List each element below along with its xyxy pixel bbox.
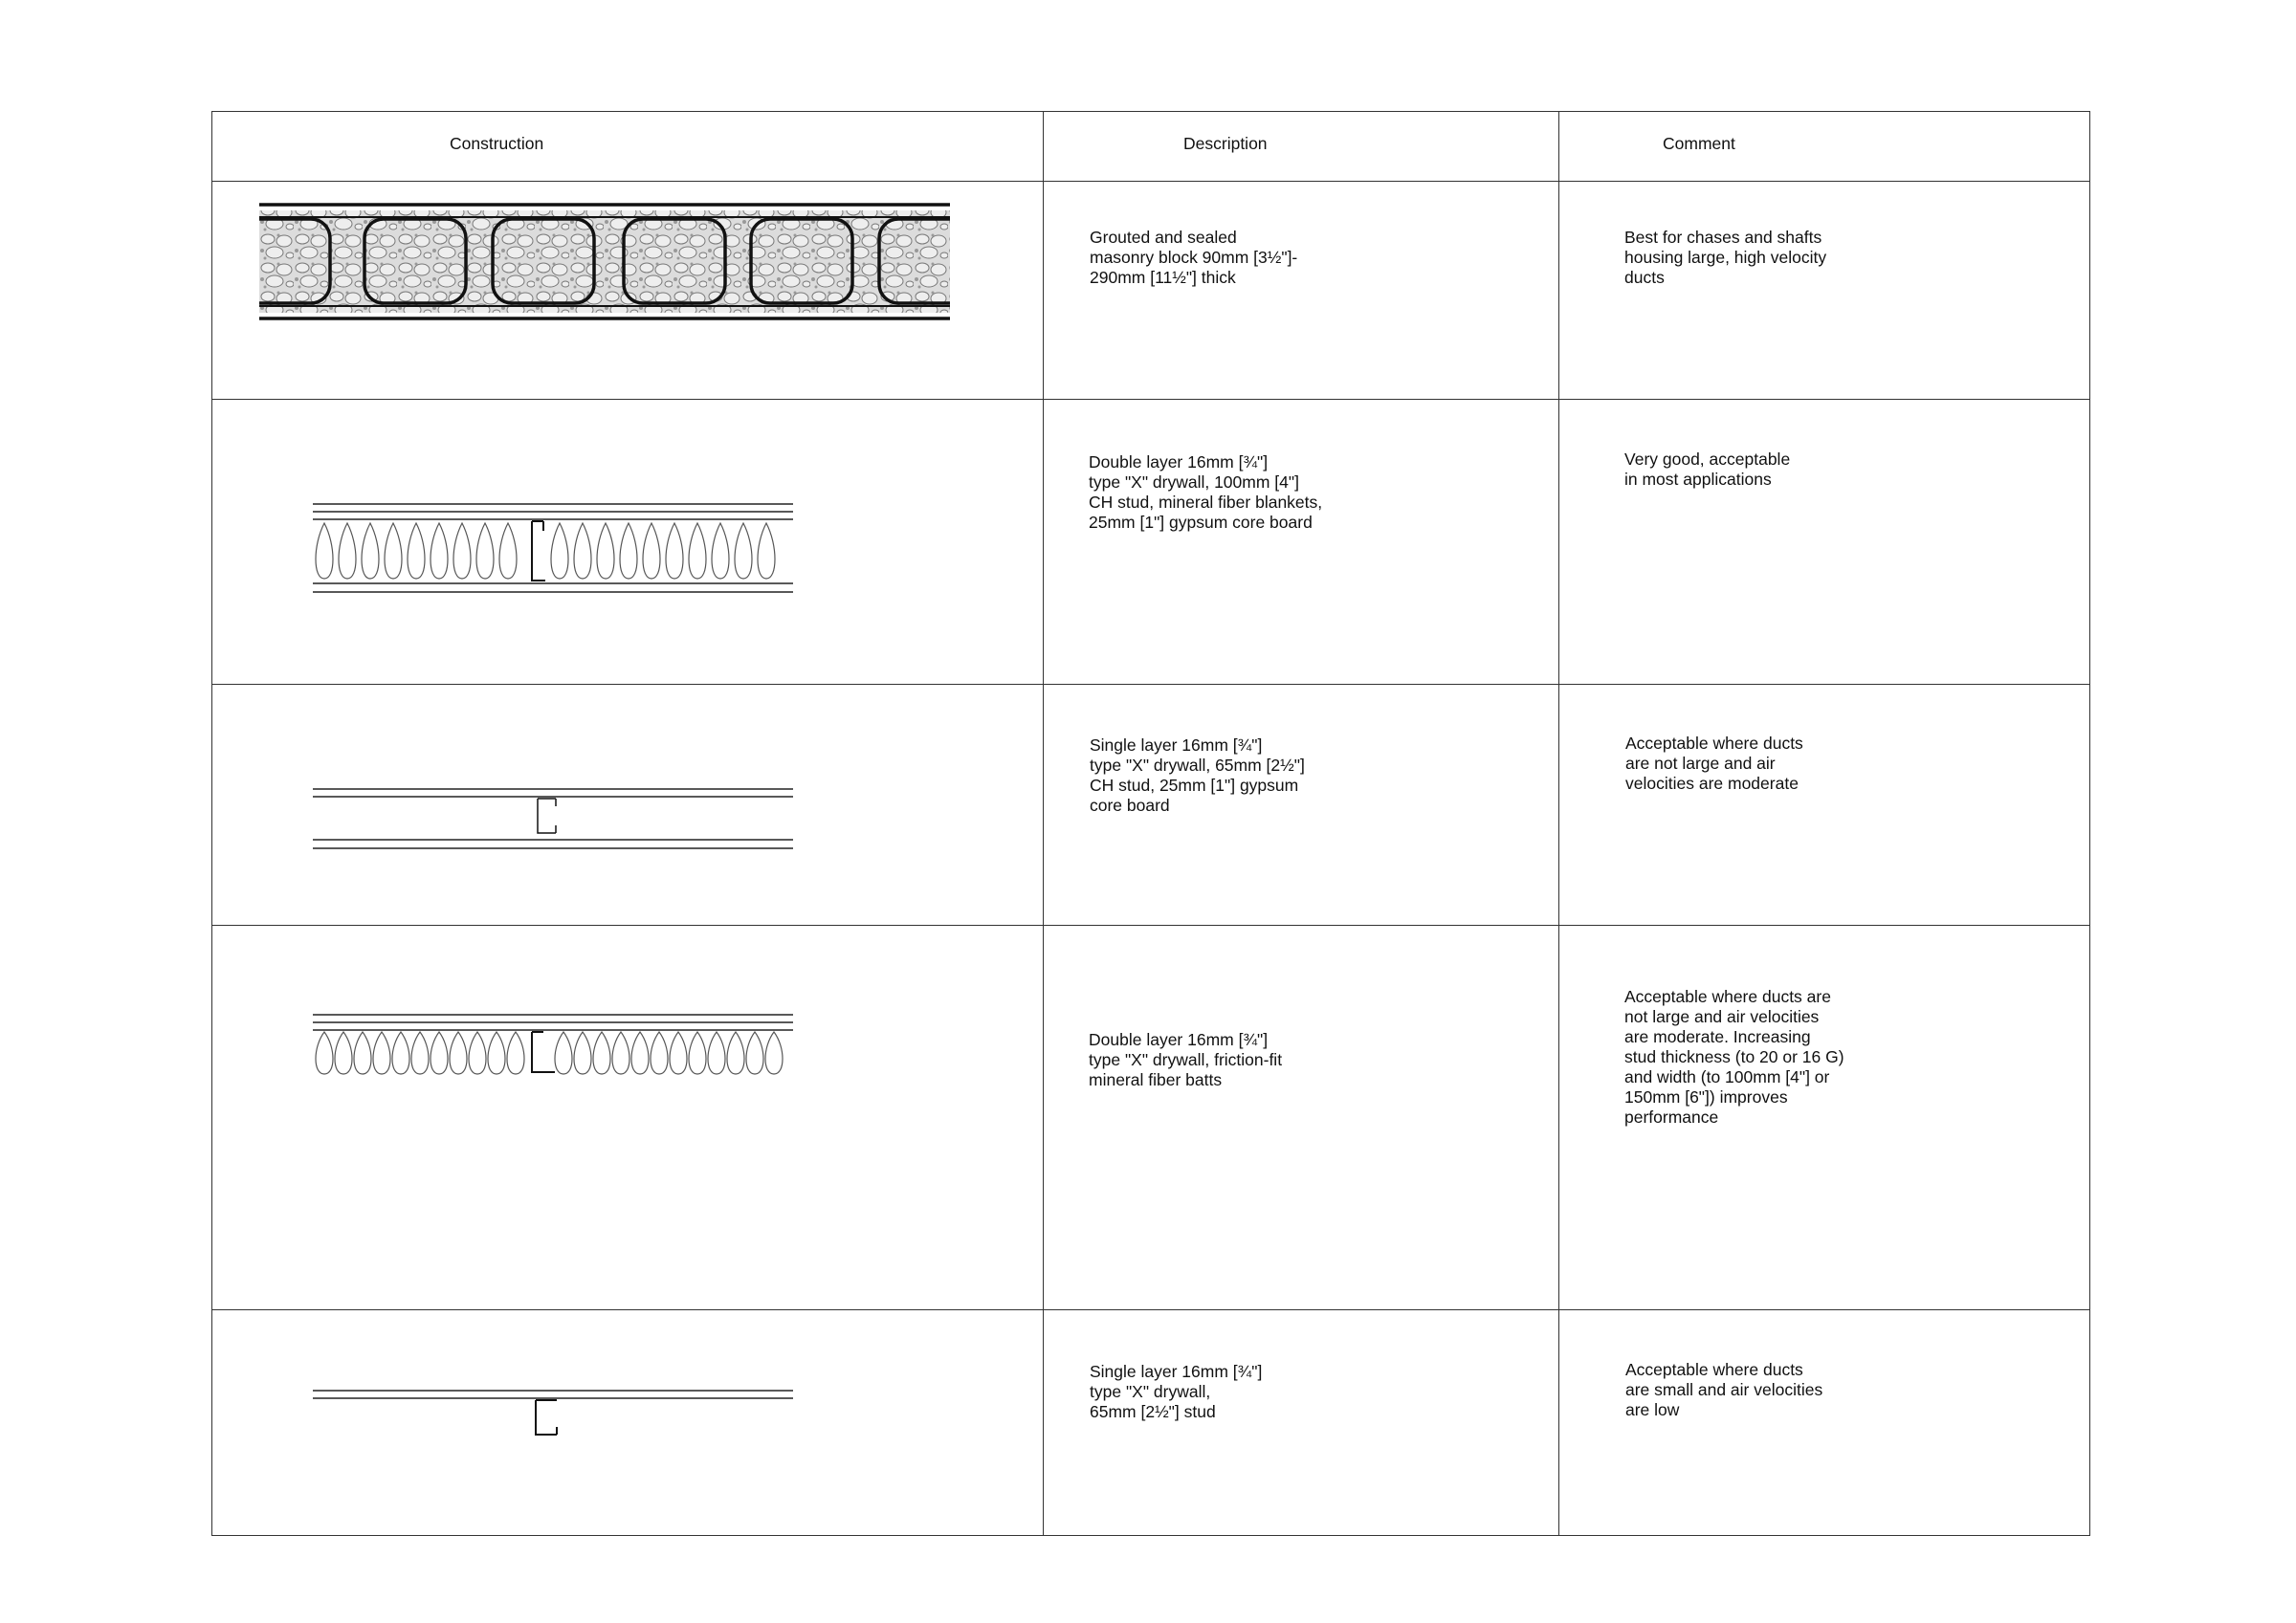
insulation-drop (430, 1032, 448, 1074)
insulation-drop (574, 523, 591, 579)
insulation-drop (612, 1032, 629, 1074)
single-layer-drywall-stud-icon (313, 1389, 794, 1451)
row-4-description: Double layer 16mm [¾"] type "X" drywall, friction-fit mineral fiber batts (1089, 1030, 1283, 1089)
header-description: Description (1183, 134, 1268, 153)
insulation-drop (316, 523, 333, 579)
insulation-drop (362, 523, 379, 579)
insulation-drop (689, 1032, 706, 1074)
insulation-drop (689, 523, 706, 579)
row-divider (212, 1309, 2089, 1310)
insulation-drop (408, 523, 425, 579)
insulation-drop (339, 523, 356, 579)
column-divider (1043, 112, 1044, 1535)
insulation-drop (597, 523, 614, 579)
row-5-description: Single layer 16mm [¾"] type "X" drywall, 65mm [2½"] stud (1090, 1362, 1263, 1421)
insulation-drop (354, 1032, 371, 1074)
insulation-drop (746, 1032, 763, 1074)
insulation-drop (727, 1032, 744, 1074)
insulation-drop (469, 1032, 486, 1074)
double-layer-friction-fit-batts-icon (313, 1013, 801, 1080)
insulation-drop (488, 1032, 505, 1074)
row-2-comment: Very good, acceptable in most applications (1624, 450, 1791, 489)
insulation-drop (453, 523, 471, 579)
insulation-drop (551, 523, 568, 579)
row-3-description: Single layer 16mm [¾"] type "X" drywall, 65mm [2½"] CH stud, 25mm [1"] gypsum core board (1090, 735, 1305, 815)
insulation-drop (670, 1032, 687, 1074)
insulation-drop (450, 1032, 467, 1074)
insulation-drop (708, 1032, 725, 1074)
header-construction: Construction (450, 134, 544, 153)
row-divider (212, 925, 2089, 926)
insulation-drop (385, 523, 402, 579)
insulation-drop (430, 523, 448, 579)
insulation-drop (507, 1032, 524, 1074)
column-divider (1558, 112, 1559, 1535)
insulation-drop (765, 1032, 783, 1074)
row-3-comment: Acceptable where ducts are not large and air velocities are moderate (1625, 734, 1803, 793)
insulation-drop (651, 1032, 668, 1074)
insulation-drop (316, 1032, 333, 1074)
double-layer-insulated-stud-wall-icon (313, 502, 794, 595)
insulation-drop (555, 1032, 572, 1074)
insulation-drop (574, 1032, 591, 1074)
construction-table (211, 111, 2090, 1536)
insulation-drop (411, 1032, 429, 1074)
row-divider (212, 684, 2089, 685)
header-comment: Comment (1663, 134, 1735, 153)
row-5-comment: Acceptable where ducts are small and air velocities are low (1625, 1360, 1823, 1419)
insulation-drop (392, 1032, 409, 1074)
insulation-drop (373, 1032, 390, 1074)
insulation-drop (643, 523, 660, 579)
insulation-drop (335, 1032, 352, 1074)
row-divider (212, 399, 2089, 400)
single-layer-stud-wall-icon (313, 787, 794, 850)
insulation-drop (620, 523, 637, 579)
insulation-drop (631, 1032, 649, 1074)
row-4-comment: Acceptable where ducts are not large and air velocities are moderate. Increasing stud thickness (to 20 or 16 G) and width (to 100mm [4"] or 150mm [6"]) improves performance (1624, 987, 1844, 1127)
insulation-drop (758, 523, 775, 579)
insulation-drop (593, 1032, 610, 1074)
insulation-drop (735, 523, 752, 579)
insulation-drop (712, 523, 729, 579)
insulation-drop (499, 523, 517, 579)
row-1-comment: Best for chases and shafts housing large, high velocity ducts (1624, 228, 1827, 287)
insulation-drop (666, 523, 683, 579)
row-2-description: Double layer 16mm [¾"] type "X" drywall, 100mm [4"] CH stud, mineral fiber blankets, 25mm [1"] gypsum core board (1089, 452, 1323, 532)
row-1-description: Grouted and sealed masonry block 90mm [3½"]- 290mm [11½"] thick (1090, 228, 1298, 287)
masonry-block-icon (259, 203, 950, 320)
insulation-drop (476, 523, 494, 579)
row-divider (212, 181, 2089, 182)
